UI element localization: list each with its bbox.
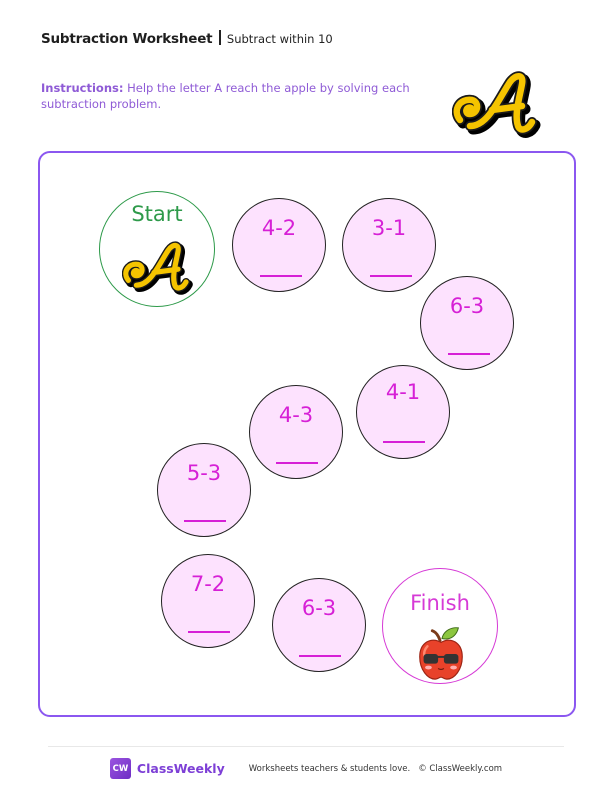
footer-tagline: Worksheets teachers & students love. — [248, 763, 411, 774]
classweekly-logo: CW — [110, 758, 131, 779]
start-label: Start — [131, 202, 183, 226]
problem-expression: 4-1 — [385, 380, 421, 404]
problem-node — [342, 198, 436, 292]
problem-node — [232, 198, 326, 292]
answer-blank[interactable] — [188, 631, 230, 633]
problem-node — [356, 365, 450, 459]
footer-copyright: © ClassWeekly.com — [418, 763, 503, 774]
problem-expression: 4-2 — [261, 216, 297, 240]
answer-blank[interactable] — [260, 275, 302, 277]
answer-blank[interactable] — [383, 441, 425, 443]
problem-expression: 6-3 — [449, 294, 485, 318]
instructions — [41, 80, 411, 112]
finish-label: Finish — [410, 591, 470, 615]
cursive-letter-a-icon — [452, 70, 542, 144]
answer-blank[interactable] — [276, 462, 318, 464]
brand-name: ClassWeekly — [136, 761, 225, 776]
problem-expression: 5-3 — [186, 461, 222, 485]
apple-with-sunglasses-icon — [412, 625, 470, 683]
answer-blank[interactable] — [448, 353, 490, 355]
answer-blank[interactable] — [299, 655, 341, 657]
instructions-text: Help the letter A reach the apple by solving each subtraction problem. — [41, 81, 410, 111]
footer-divider — [48, 746, 564, 747]
footer — [0, 758, 612, 779]
start-node — [99, 191, 215, 307]
problem-expression: 4-3 — [278, 403, 314, 427]
worksheet-subtitle: Subtract within 10 — [226, 32, 333, 46]
problem-expression: 3-1 — [371, 216, 407, 240]
title-separator — [219, 30, 221, 45]
problem-expression: 6-3 — [301, 596, 337, 620]
worksheet-header — [41, 28, 333, 47]
answer-blank[interactable] — [184, 520, 226, 522]
problem-node — [420, 276, 514, 370]
problem-node — [157, 443, 251, 537]
problem-node — [272, 578, 366, 672]
cursive-letter-a-icon — [122, 240, 194, 300]
instructions-label: Instructions: — [41, 81, 124, 95]
problem-expression: 7-2 — [190, 572, 226, 596]
problem-node — [161, 554, 255, 648]
worksheet-title: Subtraction Worksheet — [41, 31, 213, 47]
finish-node — [382, 568, 498, 684]
answer-blank[interactable] — [370, 275, 412, 277]
problem-node — [249, 385, 343, 479]
